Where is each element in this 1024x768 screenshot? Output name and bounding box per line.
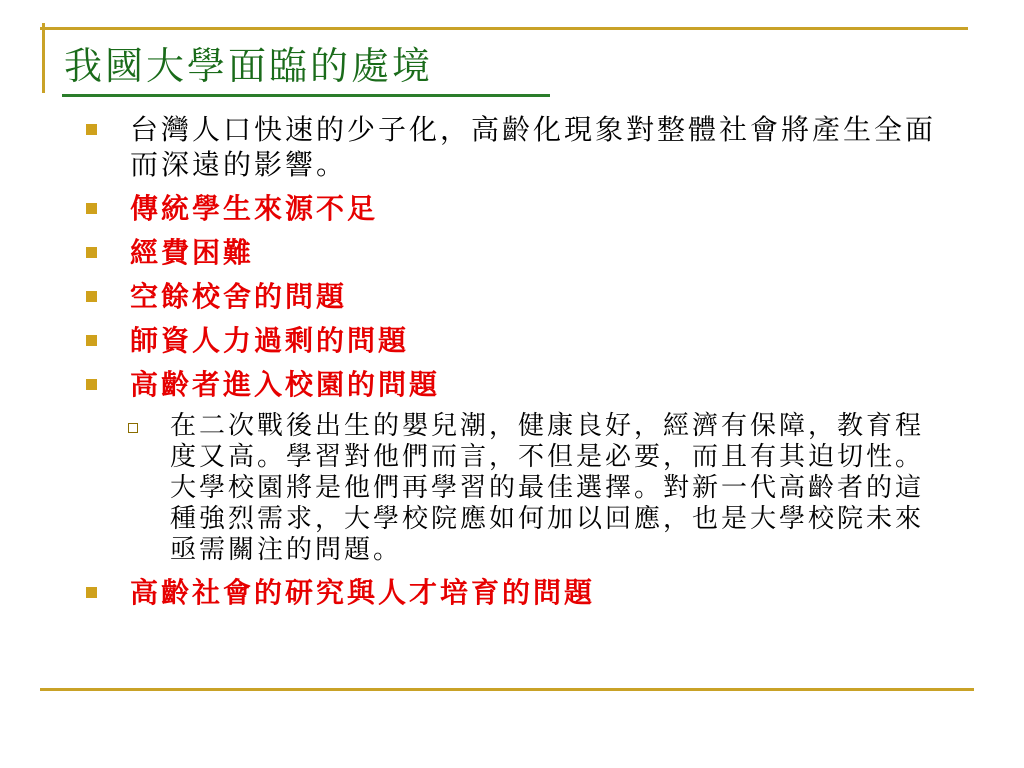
bullet-item-aging-research: [86, 575, 966, 610]
bullet-item-funding: [86, 235, 966, 270]
slide-title: 我國大學面臨的處境: [64, 44, 434, 88]
bullet-item-elderly-on-campus: [86, 367, 966, 402]
bottom-rule: [40, 688, 974, 691]
bullet-item-faculty-surplus: [86, 323, 966, 358]
bullet-text: 台灣人口快速的少子化，高齡化現象對整體社會將產生全面而深遠的影響。: [130, 113, 937, 181]
square-bullet-icon: [86, 587, 97, 598]
bullet-text: 空餘校舍的問題: [130, 280, 348, 313]
left-rule: [42, 23, 45, 93]
bullet-item-population: [86, 112, 966, 182]
top-rule: [40, 27, 968, 30]
bullet-item-student-source: [86, 191, 966, 226]
bullet-item-vacant-buildings: [86, 279, 966, 314]
bullet-list: [86, 112, 966, 619]
bullet-text: 高齡社會的研究與人才培育的問題: [130, 576, 596, 609]
sub-bullet-text: 在二次戰後出生的嬰兒潮，健康良好，經濟有保障，教育程度又高。學習對他們而言，不但是必要，而且有其迫切性。大學校園將是他們再學習的最佳選擇。對新一代高齡者的這種強烈需求，大學校院應如何加以回應，也是大學校院未來亟需關注的問題。: [170, 411, 925, 565]
square-bullet-icon: [86, 335, 97, 346]
bullet-text: 師資人力過剩的問題: [130, 324, 410, 357]
square-bullet-icon: [86, 379, 97, 390]
bullet-text: 傳統學生來源不足: [130, 192, 379, 225]
square-bullet-icon: [86, 203, 97, 214]
square-bullet-icon: [86, 291, 97, 302]
square-bullet-icon: [86, 247, 97, 258]
sub-bullet-baby-boomers: [86, 411, 940, 566]
bullet-text: 高齡者進入校園的問題: [130, 368, 441, 401]
hollow-square-bullet-icon: [128, 423, 138, 433]
title-underline: [62, 94, 550, 97]
bullet-text: 經費困難: [130, 236, 255, 269]
square-bullet-icon: [86, 124, 97, 135]
